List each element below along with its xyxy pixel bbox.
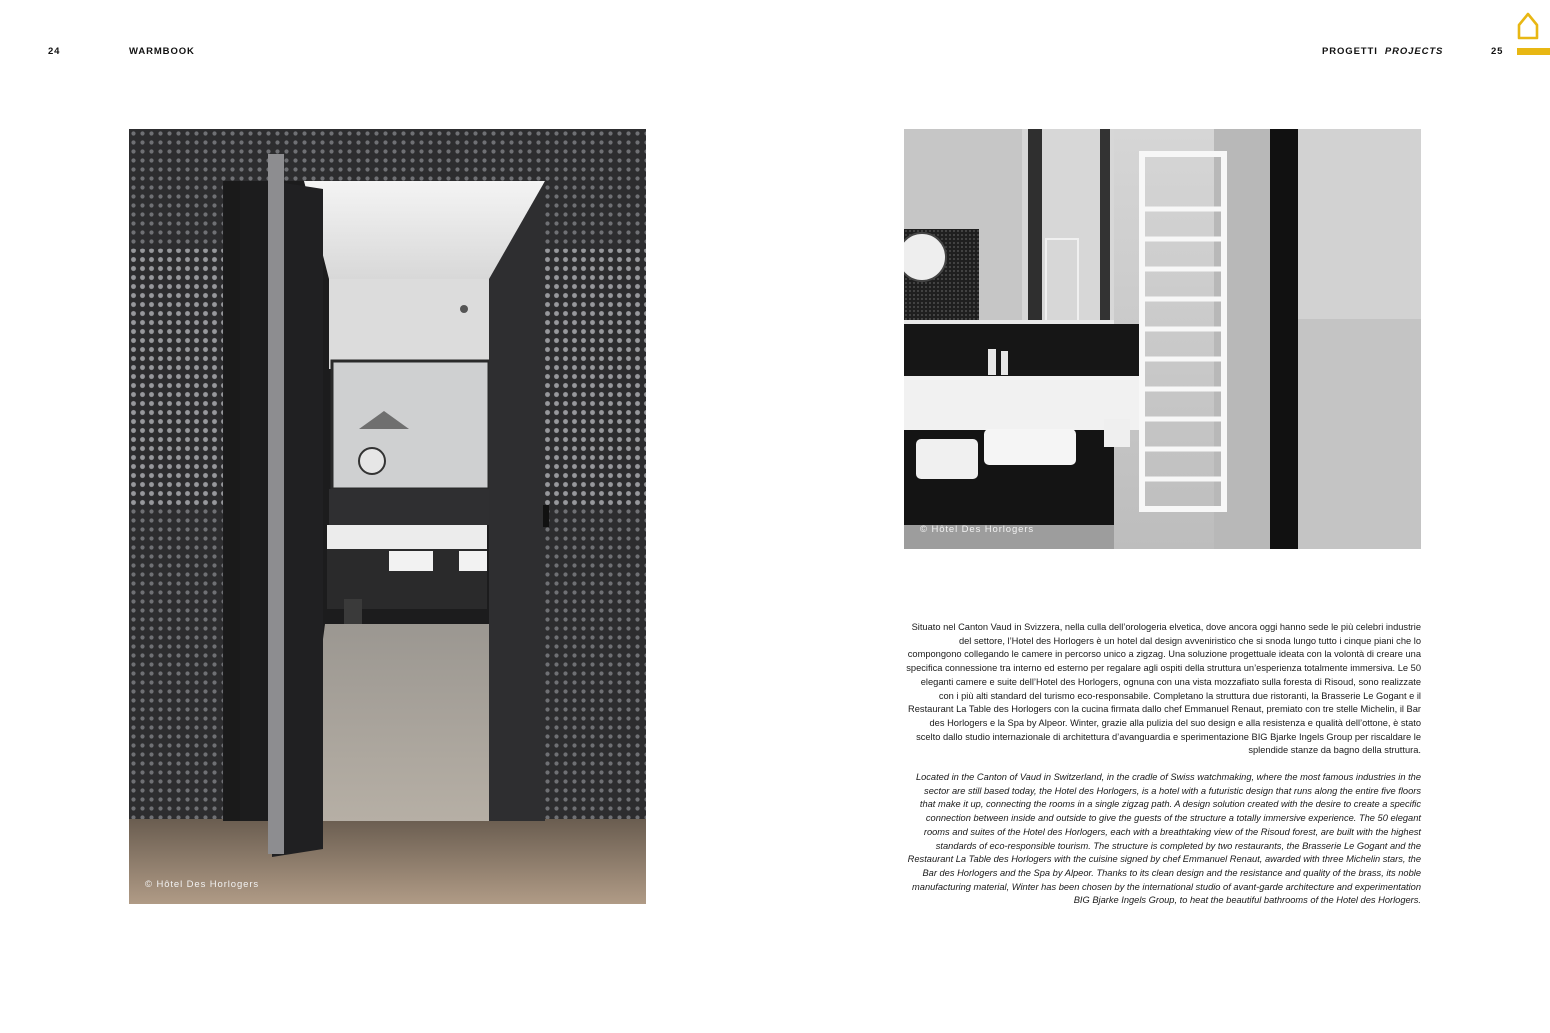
door-photo	[129, 129, 646, 904]
section-label: PROGETTI	[1322, 46, 1378, 57]
photo-credit: © Hôtel Des Horlogers	[920, 524, 1035, 535]
left-page-number: 24	[48, 46, 61, 57]
italian-paragraph: Situato nel Canton Vaud in Svizzera, nella culla dell’orologeria elvetica, dove ancora oggi hanno sede le più celebri industrie del settore, l’Hotel des Horlogers è un hotel dal design avveniristico che si snoda lungo tutto i cinque piani che lo compongono collegando le camere in percorso unico a zigzag. Una soluzione progettuale ideata con la volontà di creare una specifica connessione tra interno ed esterno per regalare agli ospiti della struttura un’esperienza totalmente immersiva. Le 50 eleganti camere e suite dell’Hotel des Horlogers, ognuna con una vista mozzafiato sulla foresta di Risoud, sono realizzate con i più alti standard del turismo eco-responsabile. Completano la struttura due ristoranti, la Brasserie Le Gogant e il Restaurant La Table des Horlogers con la cucina firmata dallo chef Emmanuel Renaut, premiato con tre stelle Michelin, il Bar des Horlogers e la Spa by Alpeor. Winter, grazie alla pulizia del suo design e alla resistenza e qualità dell’ottone, è stato scelto dallo studio internazionale di architettura d’avanguardia e sperimentazione BIG Bjarke Ingels Group per riscaldare le splendide stanze da bagno della struttura.	[906, 622, 1421, 756]
right-running-title	[1322, 46, 1443, 57]
section-label-en: PROJECTS	[1384, 46, 1444, 57]
brand-logo	[1513, 8, 1550, 58]
photo-credit: © Hôtel Des Horlogers	[145, 879, 260, 890]
right-page-number: 25	[1491, 46, 1504, 57]
house-outline-icon	[1513, 8, 1550, 58]
bathroom-photo	[904, 129, 1421, 549]
english-paragraph: Located in the Canton of Vaud in Switzerland, in the cradle of Swiss watchmaking, where the most famous industries in the sector are still based today, the Hotel des Horlogers, is a hotel with a futuristic design that runs along the entire five floors that make it up, connecting the rooms in a single zigzag path. A design solution created with the desire to create a specific connection between inside and outside to give the guests of the structure a totally immersive experience. The 50 elegant rooms and suites of the Hotel des Horlogers, each with a breathtaking view of the Risoud forest, are built with the highest standards of eco-responsible tourism. The structure is completed by two restaurants, the Brasserie Le Gogant and the Restaurant La Table des Horlogers with the cuisine signed by chef Emmanuel Renaut, awarded with three Michelin stars, the Bar des Horlogers and the Spa by Alpeor. Thanks to its clean design and the resistance and quality of the brass, its noble manufacturing material, Winter has been chosen by the international studio of avant-garde architecture and experimentation BIG Bjarke Ingels Group, to heat the beautiful bathrooms of the Hotel des Horlogers.	[907, 772, 1421, 906]
left-running-title: WARMBOOK	[129, 46, 195, 57]
